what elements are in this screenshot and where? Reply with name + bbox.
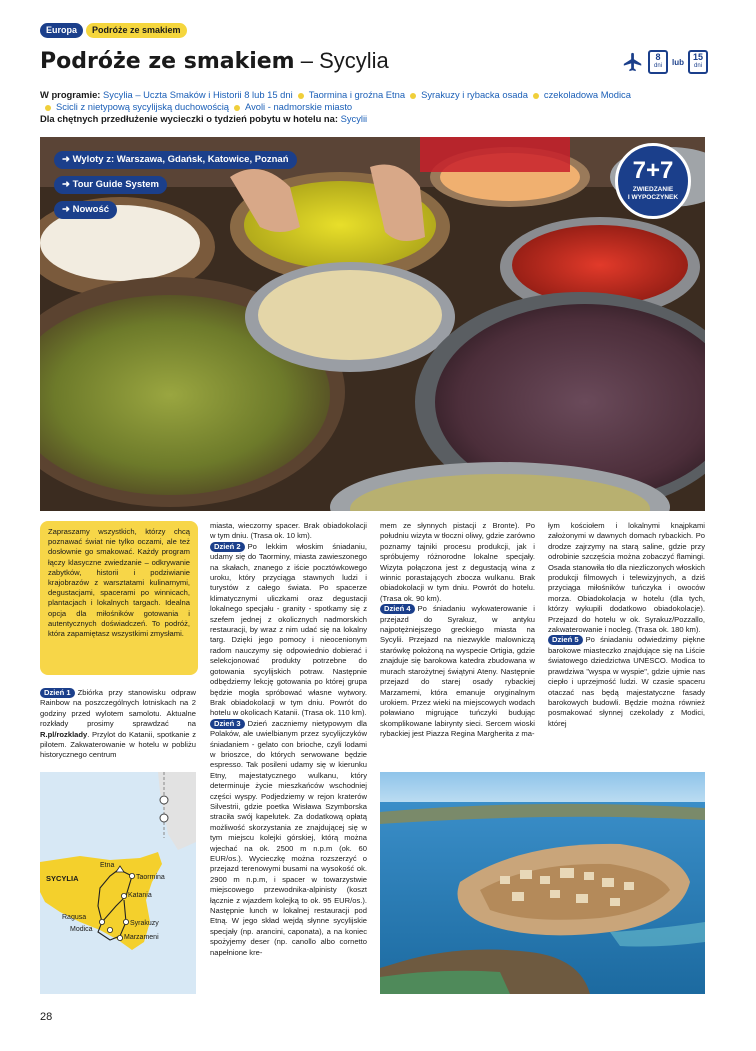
- day-4-text: Dzień 4 Po śniadaniu wykwaterowanie i przejazd do Syrakuz, w antyku najpotężniejszego greckiego miasta na Sycylii. Przejazd na niezwykle malowniczą starówkę położoną na wyspecie Ortigia, gdzie znajduje się barokowa katedra zbudowana w murach starożytnej świątyni Ateny. Następnie przejazd do starej osady rybackiej Marzamemi, która emanuje oryginalnym urokiem. Przez wieki na miejscowych wodach poławiano migrujące tuńczyki budując skomplikowane labirynty sieci. Sercem wioski rybackiej jest Piazza Regina Margherita z ma-: [380, 604, 535, 739]
- day-2-tag: Dzień 2: [210, 542, 245, 552]
- day-1-tag: Dzień 1: [40, 688, 75, 698]
- trip-duration: [622, 50, 708, 74]
- departure-cities-badge[interactable]: ➜ Wyloty z: Warszawa, Gdańsk, Katowice, Poznań: [54, 151, 297, 169]
- program-item[interactable]: Taormina i groźna Etna: [308, 89, 406, 100]
- column-4: [548, 521, 705, 729]
- day-4-tag: Dzień 4: [380, 604, 415, 614]
- sicily-map-shape: [40, 772, 196, 994]
- day-1-text: Dzień 1 Zbiórka przy stanowisku odpraw Rainbow na poszczególnych lotniskach na 2 godziny przed wylotem samolotu. Aktualne rozkłady prosimy sprawdzać na R.pl/rozklady. Przylot do Katanii, spotkanie z pilotem. Zakwaterowanie w hotelu w pobliżu historycznego centrum: [40, 688, 196, 760]
- column-3: [380, 521, 535, 740]
- day-4-continued: łym kościołem i lokalnymi knajpkami założonymi w dawnych domach rybackich. Po drodze zajrzymy na starą saline, gdzie przy odrobinie szczęścia można zobaczyć flamingi. Osada stanowiła tło dla niezliczonych włoskich produkcji filmowych i telewizyjnych, a dziś przyciąga miłośników tuńczyka i owoców morza. Obiadokolacja w hotelu (dla tych, którzy wykupili dodatkowo obiadokolacje). Przejazd do hotelu w ok. Syrakuz/Pozzallo, zakwaterowanie i nocleg. (Trasa ok. 180 km).: [548, 521, 705, 635]
- title-destination: – Sycylia: [294, 48, 389, 73]
- day-5-tag: Dzień 5: [548, 635, 583, 645]
- map-label-etna: Etna: [100, 862, 115, 869]
- intro-box: Zapraszamy wszystkich, którzy chcą poznawać świat nie tylko oczami, ale też dosłownie go smakować. Każdy program łączy klasyczne zwiedzanie – odkrywanie zabytków, historii i podziwianie krajobrazów z warsztatami kulinarnymi, degustacjami, spacerami po winnicach, plantacjach i lokalnych targach. Idealna opcja dla miłośników gotowania i autentycznych doświadczeń. To podróż, która zapamiętasz wszystkimi zmysłami.: [40, 521, 198, 675]
- bullet-dot-icon: [410, 93, 416, 99]
- title-main: Podróże ze smakiem: [40, 49, 295, 74]
- breadcrumb-category[interactable]: Podróże ze smakiem: [86, 23, 187, 38]
- schedule-link[interactable]: R.pl/rozklady: [40, 729, 88, 739]
- map-label-syrakuzy: Syrakuzy: [130, 920, 159, 927]
- page-number: 28: [40, 1011, 53, 1023]
- day-3-tag: Dzień 3: [210, 719, 245, 729]
- program-summary: [40, 89, 720, 125]
- day-5-text: Dzień 5 Po śniadaniu odwiedzimy piękne barokowe miasteczko znajdujące się na Liście światowego dziedzictwa UNESCO. Modica to prawdziwa "wyspa w wyspie", gdzie ujmie nas ciepło i uprzejmość ludzi. W czasie spaceru otaczać nas będą majestatyczne fasady barokowych budowli. Będzie można również posmakować słynnej czekolady z Modici, której: [548, 635, 705, 728]
- program-label: W programie:: [40, 89, 101, 100]
- bullet-dot-icon: [298, 93, 304, 99]
- route-map: [40, 772, 196, 994]
- column-2: [210, 521, 367, 958]
- map-label-katania: Katania: [128, 892, 152, 899]
- program-item[interactable]: Scicli z nietypową sycylijską duchowością: [56, 101, 229, 112]
- breadcrumb-region[interactable]: Europa: [40, 23, 83, 38]
- duration-or: lub: [672, 57, 684, 67]
- bullet-dot-icon: [533, 93, 539, 99]
- map-label-ragusa: Ragusa: [62, 914, 87, 921]
- duration-15-days: 15 dni: [688, 50, 708, 74]
- tour-guide-system-badge[interactable]: ➜ Tour Guide System: [54, 176, 167, 194]
- day-3-continued: mem ze słynnych pistacji z Bronte). Po południu wizyta w tłoczni oliwy, gdzie zarówno poznamy tajniki procesu produkcji, jak i spróbujemy różnorodne lokalne specjały. Wizyta połączona jest z degustacją wina z winnic porastających zbocza wulkanu. Brak obiadokolacji w tym dniu. Powrót do hotelu. (Trasa ok. 90 km).: [380, 521, 535, 603]
- coastal-town-illustration: [380, 772, 705, 994]
- plane-icon: [622, 51, 644, 73]
- hero-photo-market-olives: [40, 137, 705, 511]
- extension-label: Dla chętnych przedłużenie wycieczki o tydzień pobytu w hotelu na:: [40, 113, 338, 124]
- program-item[interactable]: Avoli - nadmorskie miasto: [244, 101, 353, 112]
- day-3-text: Dzień 3 Dzień zaczniemy nietypowym dla Polaków, ale uwielbianym przez sycylijczyków śniadaniem - gelato con brioche, czyli lodami w brioszce, do których serwowane będzie espresso. Tak posileni udamy się w kierunku Etny, majestatycznego wulkanu, który determinuje życie mieszkańców wschodniej części wyspy. Podjedziemy w rejon kraterów Silvestrii, gdzie poetka Wisława Szymborska straciła swój kapelutek. Za dodatkową opłatą możliwość skorzystania ze znajdującej się w tym miejscu kolejki górskiej, którą można wjechać na ok. 2500 m n.p.m (ok. 60 EUR/os.). Wycieczkę można rozszerzyć o przejazd terenowymi busami na wysokość ok. 2900 m n.p.m, i spacer w towarzystwie miejscowego przewodnika-alpinisty (koszt łącznie z wjazdem kolejką to ok. 95 EUR/os.). Następnie lunch w lokalnej restauracji pod Etną. W jego skład wejdą słynne sycylijskie specjały (np. arancini, caponata), a na koniec spożyjemy deser (np. canollo albo cornetto napełnione kre-: [210, 718, 367, 957]
- program-item[interactable]: Syrakuzy i rybacka osada: [421, 89, 528, 100]
- seven-plus-seven-badge: 7+7 ZWIEDZANIE I WYPOCZYNEK: [615, 143, 691, 219]
- day-1-continued: miasta, wieczorny spacer. Brak obiadokolacji w tym dniu. (Trasa ok. 10 km).: [210, 521, 367, 541]
- day-2-text: Dzień 2 Po lekkim włoskim śniadaniu, udamy się do Taorminy, miasta zawieszonego na skałach, znanego z iście pocztówkowego uroku, który przyciąga stawnych ludzi i turystów z całego świata. Po spacerze klimatycznymi uliczkami oraz degustacji lokalnego specjału - granity - spotkamy się z szefem jednej z okolicznych nadmorskich restauracji, by wraz z nim udać się na lokalny targ. Dzięki jego pomocy i nieocenionym radom nauczymy się odpowiednio dobierać i selekcjonować produkty potrzebne do gotowania sycylijskich potraw. Następnie odbędziemy lekcję gotowania po której grupa będzie mogła spróbować własne wytwory. Brak obiadokolacji w tym dniu. Powrót do hotelu w okolicach Katanii. (Trasa ok. 110 km).: [210, 541, 367, 718]
- aerial-photo-ortigia: [380, 772, 705, 994]
- program-item[interactable]: Sycylia – Uczta Smaków i Historii 8 lub 15 dni: [103, 89, 293, 100]
- extension-value[interactable]: Sycylii: [340, 113, 368, 124]
- map-label-marzameni: Marzameni: [124, 934, 159, 941]
- program-item[interactable]: czekoladowa Modica: [543, 89, 631, 100]
- map-label-sycylia: SYCYLIA: [46, 874, 79, 883]
- page-title: [40, 46, 389, 77]
- new-badge[interactable]: ➜ Nowość: [54, 201, 117, 219]
- map-label-taormina: Taormina: [136, 874, 165, 881]
- bullet-dot-icon: [45, 105, 51, 111]
- breadcrumb: [40, 23, 187, 38]
- duration-8-days: 8 dni: [648, 50, 668, 74]
- bullet-dot-icon: [234, 105, 240, 111]
- map-label-modica: Modica: [70, 926, 93, 933]
